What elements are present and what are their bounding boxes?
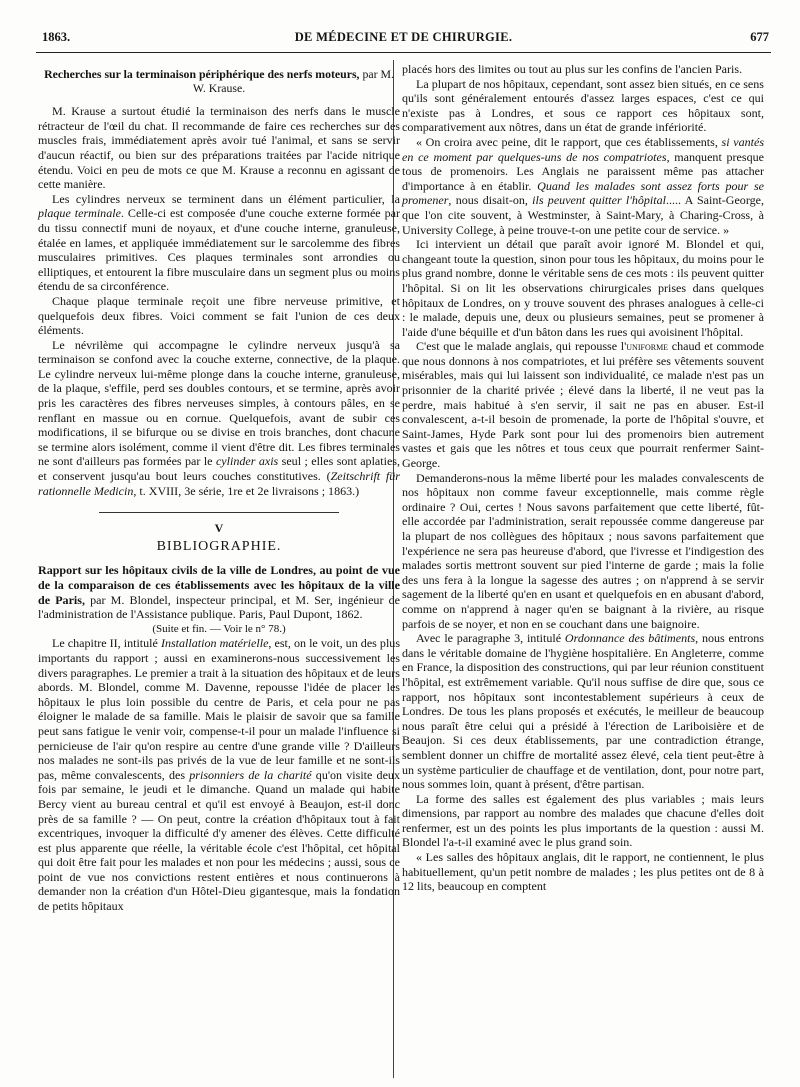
- text-run: chaud et commode que nous donnons à nos compatriotes, et lui préfère ses vêtements souvent misérables, mais qui lui laissent son individualité, ce malade n'est pas un prisonnier de la charité privée ; élevé dans la liberté, il ne veut pas la perdre, mais habitué à s'en servir, il sait ne pas en abuser. Est-il convalescent, a-t-il besoin de promenade, la porte de l'hôpital s'ouvre, et Saint-James, Hyde Park sont pour lui des promenoirs bien autrement vastes et gais que les nôtres et tous ceux que pourrait renfermer Saint-George.: [402, 339, 765, 471]
- paragraph: Demanderons-nous la même liberté pour les malades convalescents de nos hôpitaux non comme faveur exceptionnelle, mais comme règle ordinaire ? Oui, certes ! Nous savons parfaitement que cette liberté, fût-elle accordée par l'administration, serait repoussée comme dangereuse par la plupart de nos collègues des hôpitaux ; nous savons parfaitement que l'expérience ne sera pas heureuse d'abord, que l'ivresse et l'indigestion des malades sortis mettront souvent sur pied l'interne de garde ; mais la folie des uns fera à la longue la sagesse des autres ; on n'apprend à se servir sagement de la liberté qu'en en usant et quelquefois en en abusant d'abord, comme on n'apprend à nager qu'en se baignant à la rivière, au risque parfois de se noyer, et non en se couchant dans une baignoire.: [402, 470, 764, 631]
- text-run: Avec le paragraphe 3, intitulé: [416, 631, 565, 646]
- italic-run: Ordonnance des bâtiments: [564, 631, 696, 646]
- text-run: « On croira avec peine, dit le rapport, que ces établissements,: [416, 134, 722, 149]
- paragraph: [38, 338, 400, 499]
- paragraph: La plupart de nos hôpitaux, cependant, sont assez bien situés, en ce sens qu'ils sont généralement entourés d'assez larges espaces, c'est ce qui n'existe pas à Londres, et sous ce rapport ces hôpitaux sont, comparativement aux nôtres, dans un état de grande infériorité.: [402, 76, 764, 135]
- italic-run: cylinder axis: [215, 454, 279, 469]
- paragraph: Chaque plaque terminale reçoit une fibre nerveuse primitive, et quelquefois deux fibres. Voici comment se fait l'union de ces deux éléments.: [38, 293, 400, 338]
- paragraph: M. Krause a surtout étudié la terminaison des nerfs dans le muscle rétracteur de l'œil du chat. Il recommande de faire ces recherches sur des muscles frais, immédiatement après avoir tué l'animal, et sans se servir d'aucun réactif, ou bien sur des préparations traitées par l'acide nitrique étendu. Voici en peu de mots ce que M. Krause a reconnu en agissant de cette manière.: [38, 104, 400, 192]
- header-rule: [36, 52, 771, 53]
- bibliography-heading: BIBLIOGRAPHIE.: [156, 538, 282, 554]
- small-caps-run: uniforme: [626, 339, 669, 354]
- text-run: . Celle-ci est composée d'une couche externe formée par du tissu connectif muni de noyaux, et d'une couche interne, granuleuse, étalée en lames, et appliquée immédiatement sur le sarcolemme des fibres musculaires primitives. Ces plaques terminales sont arrondies ou elliptiques, et entourent la fibre musculaire dans un segment plus ou moins étendu de sa circonférence.: [38, 206, 400, 294]
- text-run: seul ; elles sont aplaties, et conservent jusqu'au bout leurs couches constitutives. (: [38, 454, 401, 484]
- text-run: , nous disait-on,: [448, 193, 533, 208]
- text-run: , t. XVIII, 3e série, 1re et 2e livraisons ; 1863.): [133, 483, 360, 498]
- header-year: 1863.: [42, 30, 71, 44]
- italic-run: Quand les malades sont assez forts pour se promener: [402, 178, 764, 208]
- paragraph: Ici intervient un détail que paraît avoir ignoré M. Blondel et qui, changeant toute la question, sinon pour tous les hôpitaux, du moins pour le plus grand nombre, donne le véritable sens de ces mots : ils peuvent quitter l'hôpital. Si on lit les observations chirurgicales prises dans quelques hôpitaux de Londres, on y trouve souvent des phrases analogues à celle-ci : le malade, depuis une, deux ou plusieurs semaines, peut se promener à l'aide d'une béquille et d'un bâton dans les rues qui avoisinent l'hôpital.: [402, 237, 764, 339]
- report-title-paragraph: [38, 563, 400, 621]
- continuation-note: (Suite et fin. — Voir le n° 78.): [152, 622, 286, 635]
- left-column: [38, 62, 400, 914]
- paragraph: [402, 631, 764, 792]
- text-run: , est, on le voit, un des plus importants du rapport ; aussi en examinerons-nous successivement les divers paragraphes. Le premier a trait à la situation des hôpitaux et de leurs abords. M. Blondel, comme M. Davenne, repousse l'idée de placer les hôpitaux le plus loin possible du centre de Paris, et cela pour ne pas éloigner le malade de sa famille. Mais le plaisir de savoir que sa famille peut sans fatigue le venir voir, compense-t-il pour un malade l'influence si pernicieuse de l'air qu'on respire au centre d'une grande ville ? D'ailleurs nos malades ne sont-ils pas privés de la vue de leur famille et ne sont-ils pas, même convalescents, des: [38, 636, 401, 782]
- report-title: Rapport sur les hôpitaux civils de la ville de Londres, au point de vue de la comparaison de ces établissements avec les hôpitaux de la ville de Paris,: [38, 563, 400, 607]
- running-header: [36, 30, 771, 50]
- quotation: [402, 135, 764, 237]
- quotation: « Les salles des hôpitaux anglais, dit le rapport, ne contiennent, le plus habituellement, qu'un petit nombre de malades ; les plus petites ont de 8 à 12 lits, beaucoup en comptent: [402, 850, 764, 894]
- italic-run: prisonniers de la charité: [189, 767, 312, 782]
- section-title-text: Recherches sur la terminaison périphérique des nerfs moteurs,: [44, 67, 360, 81]
- text-run: ..... A Saint-George, que l'on cite souvent, à Westminster, à Saint-Mary, à Charing-Cross, à University College, à peine trouve-t-on une petite cour de service. »: [402, 193, 764, 237]
- text-run: C'est que le malade anglais, qui repousse l': [416, 339, 627, 354]
- section-number: V: [214, 521, 224, 536]
- paragraph: [38, 192, 400, 294]
- journal-citation: Zeitschrift für rationnelle Medicin: [38, 469, 400, 498]
- paragraph: La forme des salles est également des plus variables ; mais leurs dimensions, par rapport au nombre des malades que chacune d'elles doit renfermer, est un des points les plus importants de la question : aussi M. Blondel l'a-t-il examiné avec le plus grand soin.: [402, 791, 764, 850]
- text-run: , nous entrons dans le véritable domaine de l'hygiène hospitalière. En Angleterre, comme en France, la disposition des constructions, qui par leur réunion constituent l'hôpital, est extrêmement variable. Qu'il nous suffise de dire que, sous ce rapport, nos hôpitaux sont incontestablement supérieurs à ceux de Londres. De tous les plans proposés et exécutés, le meilleur de beaucoup nous paraît être celui qui a présidé à l'érection de Lariboisière et de Beaujon. Si ces deux établissements, par une contradiction étrange, semblent donner un chiffre de mortalité assez élevé, cela tient peut-être à un système particulier de chauffage et de ventilation, dont, pour notre part, nous sommes loin, quant à présent, d'être partisan.: [402, 631, 764, 792]
- text-run: Les cylindres nerveux se terminent dans un élément particulier, la: [52, 191, 400, 206]
- text-run: Le chapitre II, intitulé: [52, 636, 161, 651]
- text-run: Le névrilème qui accompagne le cylindre nerveux jusqu'à sa terminaison se confond avec la couche externe, connective, de la plaque. Le cylindre nerveux lui-même plonge dans la couche interne, granuleuse, de la plaque, s'effile, perd ses doubles contours, et se termine, après avoir pris les caractères des fibres nerveuses simples, à contours pâles, en se renflant en massue ou en cornue. Quelquefois, avant de subir ces modifications, il se bifurque ou se divise en trois branches, dont chacune se termine alors isolément, comme il vient d'être dit. Les fibres terminales ne sont d'ailleurs pas formées par le: [38, 337, 400, 469]
- italic-run: plaque terminale: [38, 206, 121, 221]
- paragraph: [402, 339, 764, 470]
- page-number: 677: [750, 30, 769, 44]
- header-title: DE MÉDECINE ET DE CHIRURGIE.: [294, 30, 513, 44]
- text-run: , manquent presque tous de promenoirs. Les Anglais ne paraissent même pas attacher d'importance à en établir.: [402, 149, 764, 193]
- text-run: qu'on visite deux fois par semaine, le jeudi et le dimanche. Quand un malade qui habite Bercy vient au bureau central et qu'il est envoyé à Beaujon, est-il donc près de sa famille ? — On peut, contre la création d'hôpitaux tout à fait excentriques, invoquer la difficulté d'y amener des élèves. Cette difficulté est plus apparente que réelle, la véritable école c'est l'hôpital, cet hôpital qui doit être fait pour les malades et non pour les médecins ; aussi, sous ce point de vue nos convictions restent entières et nous continuerons à demander non la création d'un Hôtel-Dieu gigantesque, mais la fondation de petits hôpitaux: [38, 767, 400, 914]
- italic-run: ils peuvent quitter l'hôpital: [532, 193, 666, 208]
- right-column: [402, 62, 764, 894]
- paragraph: placés hors des limites ou tout au plus sur les confins de l'ancien Paris.: [402, 62, 743, 76]
- report-authors: par M. Blondel, inspecteur principal, et M. Ser, ingénieur de l'administration de l'Assistance publique. Paris, Paul Dupont, 1862.: [38, 592, 400, 622]
- paragraph: [38, 636, 400, 913]
- section-author: par M. W. Krause.: [192, 67, 394, 95]
- section-separator: [99, 512, 339, 513]
- italic-run: si vantés en ce moment par quelques-uns de nos compatriotes: [402, 134, 765, 164]
- italic-run: Installation matérielle: [160, 636, 269, 651]
- section-title-krause: [38, 68, 400, 95]
